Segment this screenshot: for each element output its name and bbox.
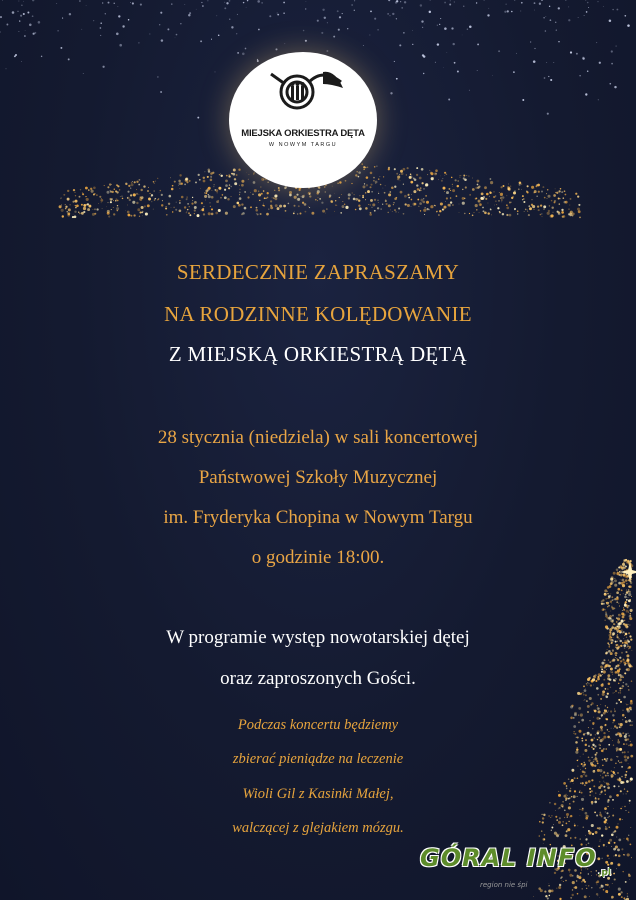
charity-line-3: Wioli Gil z Kasinki Małej,	[242, 786, 394, 802]
orchestra-logo	[229, 52, 377, 188]
charity-line-4: walczącej z glejakiem mózgu.	[232, 820, 404, 836]
program-line-1: W programie występ nowotarskiej dętej	[166, 627, 470, 648]
logo-subtitle: W NOWYM TARGU	[268, 142, 338, 148]
details-line-4: o godzinie 18:00.	[251, 547, 385, 568]
details-line-2: Państwowej Szkoły Muzycznej	[198, 467, 438, 488]
headline-line-3: Z MIEJSKĄ ORKIESTRĄ DĘTĄ	[168, 342, 468, 366]
logo-orchestra-name: MIEJSKA ORKIESTRA DĘTA	[241, 128, 365, 139]
details-line-3: im. Fryderyka Chopina w Nowym Targu	[163, 507, 473, 528]
headline-line-1: SERDECZNIE ZAPRASZAMY	[176, 260, 460, 284]
french-horn-icon	[265, 62, 345, 122]
charity-line-2: zbierać pieniądze na leczenie	[232, 751, 404, 767]
program-line-2: oraz zaproszonych Gości.	[220, 668, 416, 689]
watermark-logo: GÓRAL INFO	[420, 844, 597, 872]
watermark-tagline: region nie śpi	[480, 881, 528, 889]
watermark-domain: .pl	[598, 868, 611, 878]
details-line-1: 28 stycznia (niedziela) w sali koncertowej	[157, 427, 479, 448]
headline-line-2: NA RODZINNE KOLĘDOWANIE	[164, 302, 472, 326]
charity-line-1: Podczas koncertu będziemy	[237, 717, 399, 733]
